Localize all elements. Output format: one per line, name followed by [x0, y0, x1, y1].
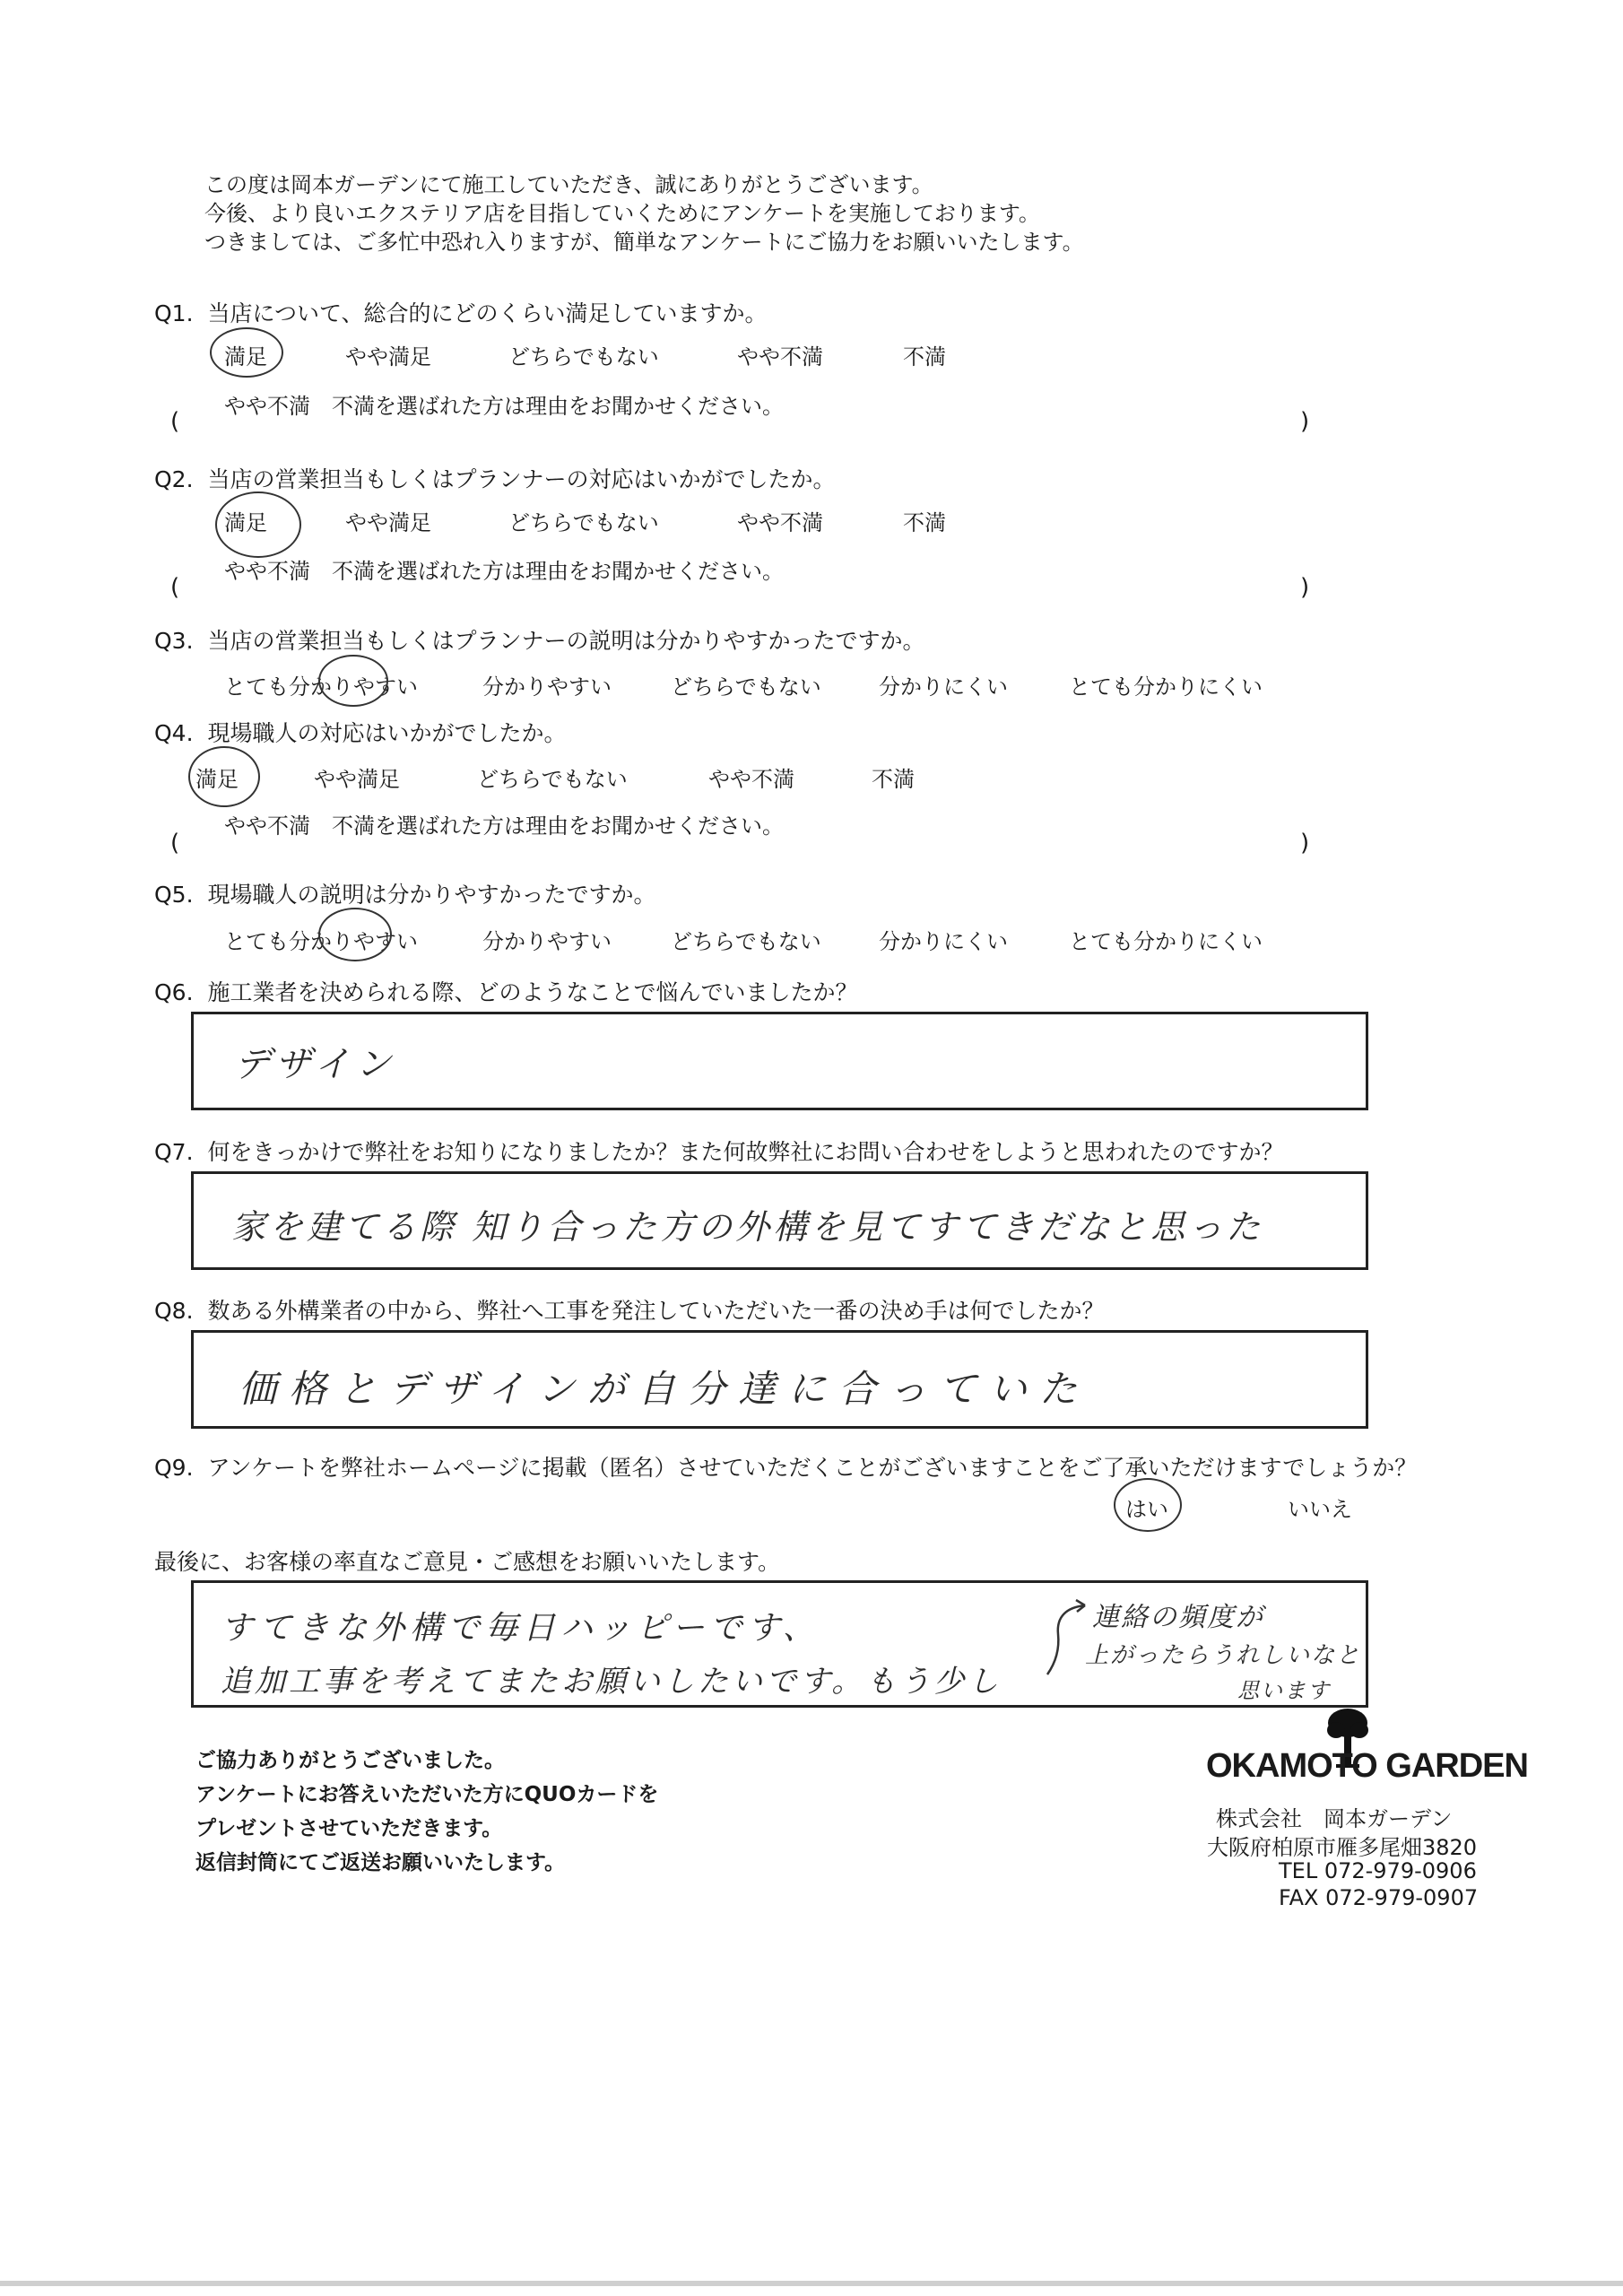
q2-option-5[interactable]: 不満 [903, 510, 946, 535]
q3-text: 当店の営業担当もしくはプランナーの説明は分かりやすかったですか。 [207, 628, 925, 654]
q9-selected-circle [1114, 1478, 1182, 1532]
q3-label [154, 623, 924, 656]
q3-option-3[interactable]: どちらでもない [671, 674, 821, 700]
q2-text: 当店の営業担当もしくはプランナーの対応はいかがでしたか。 [207, 466, 836, 492]
q8-answer-box[interactable] [191, 1330, 1368, 1429]
q5-text: 現場職人の説明は分かりやすかったですか。 [207, 882, 656, 908]
q4-reason-open-paren: ( [170, 830, 180, 857]
q4-selected-circle [188, 746, 260, 807]
q8-text: 数ある外構業者の中から、弊社へ工事を発注していただいた一番の決め手は何でしたか？ [207, 1298, 1105, 1324]
final-comment-line-1: すてきな外構で毎日ハッピーです、 [221, 1610, 820, 1647]
q2-option-4[interactable]: やや不満 [737, 510, 823, 535]
q3-option-2[interactable]: 分かりやすい [482, 674, 612, 700]
q5-option-3[interactable]: どちらでもない [671, 929, 821, 954]
footer-line-1: ご協力ありがとうございました。 [195, 1749, 505, 1772]
q9-option-no[interactable]: いいえ [1288, 1497, 1352, 1522]
q8-number: Q8. [154, 1298, 194, 1324]
q7-number: Q7. [154, 1139, 194, 1165]
intro-line-3: つきましては、ご多忙中恐れ入りますが、簡単なアンケートにご協力をお願いいたします。 [204, 230, 1084, 255]
q1-option-3[interactable]: どちらでもない [508, 344, 659, 370]
final-prompt: 最後に、お客様の率直なご意見・ご感想をお願いいたします。 [154, 1549, 781, 1575]
intro-line-1: この度は岡本ガーデンにて施工していただき、誠にありがとうございます。 [204, 172, 933, 197]
q1-option-1[interactable]: 満足 [224, 344, 267, 370]
q2-option-3[interactable]: どちらでもない [508, 510, 659, 535]
q9-number: Q9. [154, 1455, 194, 1481]
q5-selected-circle [318, 908, 392, 961]
q3-selected-circle [318, 655, 388, 707]
q4-reason-note: やや不満 不満を選ばれた方は理由をお聞かせください。 [224, 813, 784, 839]
footer-line-4: 返信封筒にてご返送お願いいたします。 [195, 1851, 566, 1874]
q1-text: 当店について、総合的にどのくらい満足していますか。 [207, 300, 768, 326]
q5-option-4[interactable]: 分かりにくい [879, 929, 1008, 954]
q8-label [154, 1293, 1104, 1326]
q4-text: 現場職人の対応はいかがでしたか。 [207, 720, 567, 746]
final-comment-side-2: 上がったらうれしいなと [1085, 1637, 1361, 1670]
q4-option-3[interactable]: どちらでもない [477, 767, 628, 792]
q7-label [154, 1135, 1283, 1167]
q6-text: 施工業者を決められる際、どのようなことで悩んでいましたか？ [207, 979, 858, 1005]
q9-option-yes[interactable]: はい [1125, 1497, 1168, 1522]
q9-label [154, 1450, 1417, 1483]
footer-line-3: プレゼントさせていただきます。 [195, 1817, 503, 1840]
q6-number: Q6. [154, 979, 194, 1005]
scan-edge-line [0, 2281, 1623, 2286]
final-comment-side-1: 連絡の頻度が [1092, 1595, 1264, 1634]
q2-option-2[interactable]: やや満足 [345, 510, 431, 535]
q1-option-5[interactable]: 不満 [903, 344, 946, 370]
q7-answer-box[interactable] [191, 1171, 1368, 1270]
q1-number: Q1. [154, 300, 194, 326]
q4-reason-close-paren: ) [1300, 830, 1310, 857]
q2-reason-note: やや不満 不満を選ばれた方は理由をお聞かせください。 [224, 559, 784, 584]
q5-option-5[interactable]: とても分かりにくい [1069, 929, 1263, 954]
q3-option-1[interactable]: とても分かりやすい [224, 674, 418, 700]
q7-text: 何をきっかけで弊社をお知りになりましたか？また何故弊社にお問い合わせをしようと思われたのですか？ [207, 1139, 1284, 1165]
q2-number: Q2. [154, 466, 194, 492]
q4-option-1[interactable]: 満足 [195, 767, 239, 792]
q3-option-4[interactable]: 分かりにくい [879, 674, 1008, 700]
q7-answer: 家を建てる際 知り合った方の外構を見てすてきだなと思った [231, 1207, 1264, 1247]
q1-option-2[interactable]: やや満足 [345, 344, 431, 370]
q4-option-4[interactable]: やや不満 [708, 767, 794, 792]
q4-label [154, 716, 566, 748]
q1-reason-note: やや不満 不満を選ばれた方は理由をお聞かせください。 [224, 394, 784, 419]
q5-label [154, 877, 655, 909]
q5-option-2[interactable]: 分かりやすい [482, 929, 612, 954]
footer-line-2: アンケートにお答えいただいた方にQUOカードを [195, 1783, 659, 1806]
q2-label [154, 462, 835, 494]
q1-label [154, 296, 767, 328]
q1-option-4[interactable]: やや不満 [737, 344, 823, 370]
q1-selected-circle [210, 327, 283, 378]
q3-number: Q3. [154, 628, 194, 654]
q5-option-1[interactable]: とても分かりやすい [224, 929, 418, 954]
q4-option-5[interactable]: 不満 [872, 767, 915, 792]
q6-answer-box[interactable] [191, 1012, 1368, 1110]
q9-text: アンケートを弊社ホームページに掲載（匿名）させていただくことがございますことをご了承いただけますでしょうか？ [207, 1455, 1418, 1481]
q4-number: Q4. [154, 720, 194, 746]
q6-label [154, 975, 857, 1007]
company-name: 株式会社 岡本ガーデン [1216, 1806, 1453, 1831]
q2-selected-circle [215, 491, 301, 558]
q2-option-1[interactable]: 満足 [224, 510, 267, 535]
intro-line-2: 今後、より良いエクステリア店を目指していくためにアンケートを実施しております。 [204, 201, 1040, 226]
q8-answer: 価格とデザインが自分達に合っていた [239, 1367, 1090, 1411]
comment-arrow-icon [1040, 1598, 1094, 1679]
q1-reason-close-paren: ) [1300, 408, 1310, 435]
final-comment-line-2: 追加工事を考えてまたお願いしたいです。もう少し [221, 1664, 1002, 1700]
company-fax: FAX 072-979-0907 [1279, 1885, 1479, 1910]
q1-reason-open-paren: ( [170, 408, 180, 435]
q2-reason-close-paren: ) [1300, 574, 1310, 601]
company-tel: TEL 072-979-0906 [1279, 1858, 1477, 1883]
q3-option-5[interactable]: とても分かりにくい [1069, 674, 1263, 700]
q6-answer: デザイン [234, 1044, 397, 1085]
q5-number: Q5. [154, 882, 194, 908]
company-logo-text: OKAMOTO GARDEN [1206, 1747, 1528, 1785]
q4-option-2[interactable]: やや満足 [314, 767, 400, 792]
final-comment-side-3: 思います [1237, 1673, 1331, 1704]
q2-reason-open-paren: ( [170, 574, 180, 601]
company-address: 大阪府柏原市雁多尾畑3820 [1207, 1835, 1478, 1860]
